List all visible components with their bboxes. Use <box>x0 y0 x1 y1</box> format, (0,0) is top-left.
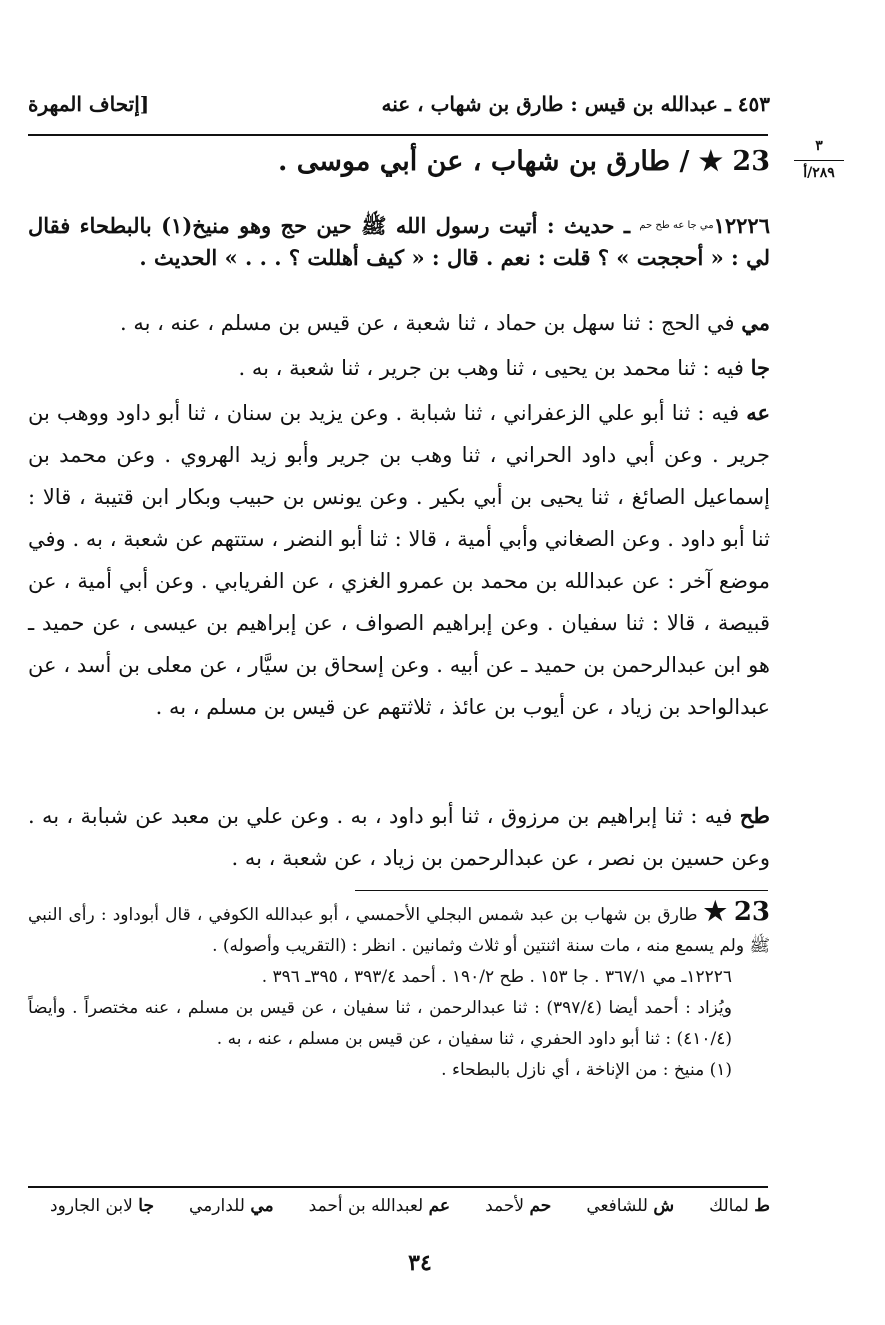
star-icon: ★ <box>703 897 728 927</box>
hadith-text <box>28 210 770 274</box>
hadith-sigla: مي جا عه طح حم <box>639 220 714 231</box>
legend-item <box>709 1196 770 1216</box>
footnote-addition: ويُزاد : أحمد أيضا (٣٩٧/٤) : ثنا عبدالرحمن ، ثنا سفيان ، عن قيس بن مسلم ، عنه مختصراً . وأيضاً (٤١٠/٤) : ثنا أبو داود الحفري ، ثنا سفيان ، عن قيس بن مسلم ، عنه ، به . <box>28 998 732 1049</box>
sigla-legend <box>50 1196 770 1216</box>
legend-siglum: جا <box>138 1196 154 1216</box>
running-header <box>28 86 770 122</box>
legend-item <box>485 1196 551 1216</box>
legend-rule <box>28 1186 768 1188</box>
footnote-entry-number: 23 <box>733 897 771 927</box>
margin-number: ٣ <box>794 138 844 161</box>
legend-label: لأحمد <box>485 1196 525 1216</box>
legend-item <box>189 1196 274 1216</box>
source-paragraph <box>28 392 770 728</box>
source-text: فيه : ثنا محمد بن يحيى ، ثنا وهب بن جرير ، ثنا شعبة ، به . <box>238 356 744 380</box>
legend-label: لعبدالله بن أحمد <box>308 1196 424 1216</box>
source-siglum: جا <box>750 355 770 380</box>
footnote-note: (١) منيخ : من الإناخة ، أي نازل بالبطحاء . <box>441 1060 732 1080</box>
header-book-title: [إتحاف المهرة <box>28 92 150 116</box>
source-paragraph <box>28 347 770 389</box>
margin-reference <box>784 138 854 181</box>
legend-label: لابن الجارود <box>50 1196 133 1216</box>
header-rule <box>28 134 768 136</box>
source-siglum: عه <box>746 400 770 425</box>
footnote-refs: ١٢٢٢٦ـ مي ٣٦٧/١ . جا ١٥٣ . طح ١٩٠/٢ . أحمد ٣٩٣/٤ ، ٣٩٥ـ ٣٩٦ . <box>261 967 732 987</box>
header-chapter: ٤٥٣ ـ عبدالله بن قيس : طارق بن شهاب ، عنه <box>381 92 770 116</box>
footnote-rule <box>355 890 768 891</box>
source-paragraph <box>28 795 770 879</box>
legend-siglum: ط <box>754 1196 770 1216</box>
page-number: ٣٤ <box>408 1250 432 1276</box>
legend-label: للشافعي <box>586 1196 648 1216</box>
legend-siglum: ش <box>653 1196 675 1216</box>
hadith-body: ـ حديث : أتيت رسول الله ﷺ حين حج وهو منيخ(١) بالبطحاء فقال لي : « أحججت » ؟ قلت : نعم . قال : « كيف أهللت ؟ . . . » الحديث . <box>28 213 770 270</box>
margin-manuscript-ref: ٢٨٩/أ <box>803 165 835 181</box>
footnotes <box>28 897 770 1086</box>
legend-item <box>586 1196 674 1216</box>
legend-item <box>309 1196 450 1216</box>
source-text: في الحج : ثنا سهل بن حماد ، ثنا شعبة ، عن قيس بن مسلم ، عنه ، به . <box>119 311 735 335</box>
legend-label: للدارمي <box>189 1196 245 1216</box>
source-siglum: مي <box>741 310 770 335</box>
entry-number: 23 <box>732 146 770 177</box>
source-text: فيه : ثنا إبراهيم بن مرزوق ، ثنا أبو داود ، به . وعن علي بن معبد عن شبابة ، به . وعن حسين بن نصر ، عن عبدالرحمن بن زياد ، عن شعبة ، به . <box>28 804 770 870</box>
entry-heading <box>200 146 770 177</box>
source-paragraph <box>28 302 770 344</box>
legend-item <box>50 1196 154 1216</box>
footnote-biography <box>28 897 770 962</box>
legend-siglum: حم <box>529 1196 552 1216</box>
hadith-number: ١٢٢٢٦ <box>713 213 770 238</box>
legend-siglum: مي <box>250 1196 274 1216</box>
source-text: فيه : ثنا أبو علي الزعفراني ، ثنا شبابة . وعن يزيد بن سنان ، ثنا أبو داود ووهب بن جرير . وعن أبي داود الحراني ، ثنا وهب بن جرير وأبو زيد الهروي . وعن محمد بن إسماعيل الصائغ ، ثنا يحيى بن أبي بكير . وعن يونس بن حبيب وبكار ابن قتيبة ، قالا : ثنا أبو داود . وعن الصغاني وأبي أمية ، قالا : ثنا أبو النضر ، ستتهم عن شعبة ، به . وفي موضع آخر : عن عبدالله بن محمد بن عمرو الغزي ، عن الفريابي . وعن أبي أمية ، عن قبيصة ، قالا : ثنا سفيان . وعن إبراهيم الصواف ، عن إبراهيم بن عيسى ، عن حميد ـ هو ابن عبدالرحمن بن حميد ـ عن أبيه . وعن إسحاق بن سيَّار ، عن معلى بن أسد ، عن عبدالواحد بن زياد ، عن أيوب بن عائذ ، ثلاثتهم عن قيس بن مسلم ، به . <box>28 401 770 719</box>
legend-siglum: عم <box>428 1196 451 1216</box>
footnote-bio-text: طارق بن شهاب بن عبد شمس البجلي الأحمسي ، أبو عبدالله الكوفي ، قال أبوداود : رأى النبي ﷺ ولم يسمع منه ، مات سنة اثنتين أو ثلاث وثمانين . انظر : (التقريب وأصوله) . <box>28 905 770 956</box>
legend-label: لمالك <box>709 1196 749 1216</box>
star-icon: ★ <box>698 146 724 177</box>
source-siglum: طح <box>739 803 770 828</box>
entry-title: / طارق بن شهاب ، عن أبي موسى . <box>278 146 690 177</box>
